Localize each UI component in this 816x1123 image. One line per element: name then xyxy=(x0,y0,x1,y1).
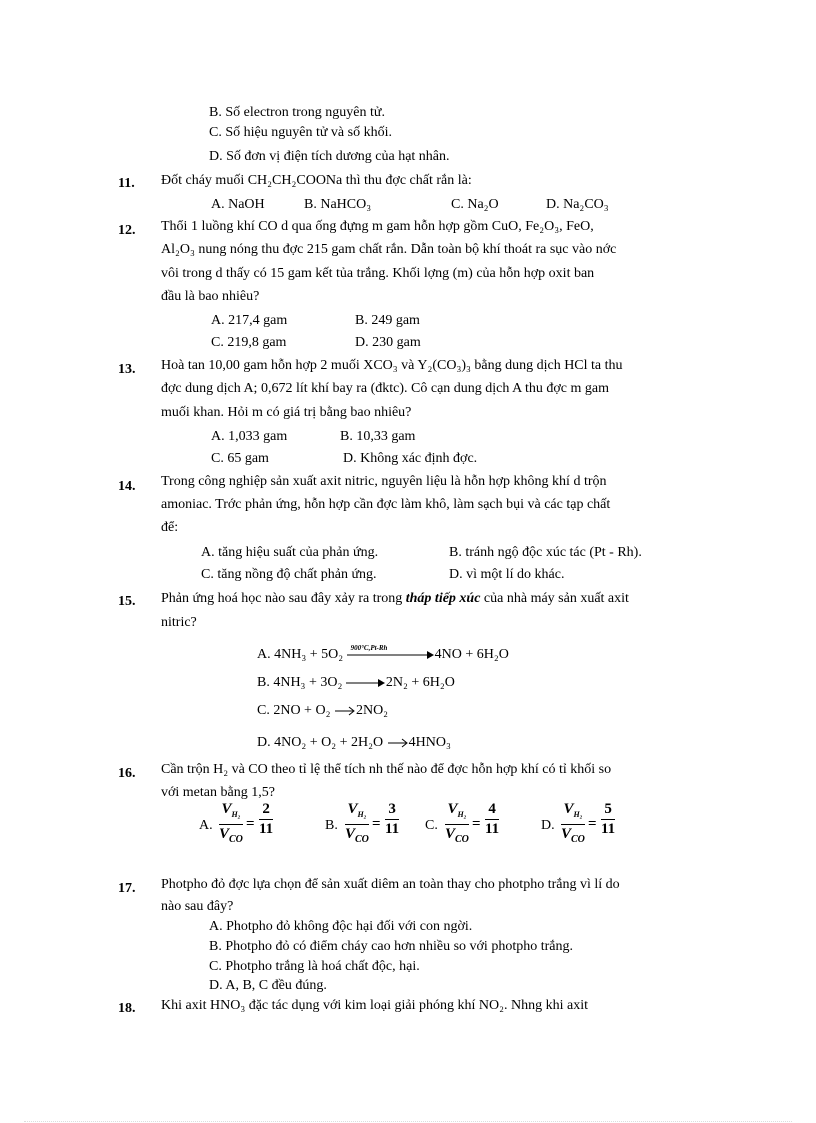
q16-option-label: D. xyxy=(541,818,555,833)
q16-line1: Cần trộn H₂ và CO theo tỉ lệ thể tích nh thế nào để đợc hỗn hợp khí có tỉ khối so xyxy=(161,762,612,777)
q16-value-numerator: 2 xyxy=(259,800,273,820)
q13-option-a: A. 1,033 gam xyxy=(211,429,288,444)
q16-value-denominator: 11 xyxy=(601,821,616,837)
q15-a-products: 4NO + 6H₂O xyxy=(434,647,509,662)
q12-option-a: A. 217,4 gam xyxy=(211,313,288,328)
q15-number: 15. xyxy=(118,594,136,609)
q16-ratio-numerator: $V_{H_2}$ xyxy=(219,800,243,825)
q16-value-denominator: 11 xyxy=(259,821,274,837)
q14-option-c: C. tăng nồng độ chất phản ứng. xyxy=(201,567,377,582)
q18-number: 18. xyxy=(118,1001,136,1016)
q14-option-d: D. vì một lí do khác. xyxy=(449,567,565,582)
q16-ratio-denominator: $V_{CO}$ xyxy=(445,826,469,845)
q12-line2: Al₂O₃ nung nóng thu đợc 215 gam chất rắn. Dẫn toàn bộ khí thoát ra sục vào nớc xyxy=(161,242,617,257)
q17-number: 17. xyxy=(118,881,136,896)
q14-line1: Trong công nghiệp sản xuất axit nitric, nguyên liệu là hỗn hợp không khí d trộn xyxy=(161,474,607,489)
q16-ratio-denominator: $V_{CO}$ xyxy=(561,826,585,845)
q14-option-b: B. tránh ngộ độc xúc tác (Pt - Rh). xyxy=(449,545,642,560)
q15-line1 xyxy=(161,590,629,608)
q12-option-b: B. 249 gam xyxy=(355,313,420,328)
q16-equals-sign: = xyxy=(588,816,597,832)
q16-value-denominator: 11 xyxy=(485,821,500,837)
q14-number: 14. xyxy=(118,479,136,494)
q13-option-c: C. 65 gam xyxy=(211,451,269,466)
q14-option-a: A. tăng hiệu suất của phản ứng. xyxy=(201,545,379,560)
q13-number: 13. xyxy=(118,362,136,377)
q10-option-d: D. Số đơn vị điện tích dương của hạt nhân. xyxy=(209,149,450,164)
right-arrow-icon xyxy=(387,737,409,749)
q16-option-label: B. xyxy=(325,818,338,833)
q16-ratio-denominator: $V_{CO}$ xyxy=(219,826,243,845)
q15-line1-end: của nhà máy sản xuất axit xyxy=(480,591,629,606)
q17-option-c: C. Photpho trắng là hoá chất độc, hại. xyxy=(209,959,420,974)
q16-value-numerator: 4 xyxy=(485,800,499,820)
q15-d-reactants: D. 4NO₂ + O₂ + 2H₂O xyxy=(257,735,384,750)
q16-value-numerator: 3 xyxy=(385,800,399,820)
q16-value-denominator: 11 xyxy=(385,821,400,837)
q15-a-arrow xyxy=(347,643,435,663)
q11-option-b: B. NaHCO₃ xyxy=(304,197,372,212)
q17-line1: Photpho đỏ đợc lựa chọn để sản xuất diêm an toàn thay cho photpho trắng vì lí do xyxy=(161,877,620,892)
q12-line1: Thổi 1 luồng khí CO d qua ống đựng m gam hỗn hợp gồm CuO, Fe₂O₃, FeO, xyxy=(161,219,594,234)
q16-number: 16. xyxy=(118,766,136,781)
q14-line3: để: xyxy=(161,520,179,535)
q15-a-reactants: A. 4NH₃ + 5O₂ xyxy=(257,647,344,662)
q16-ratio-value xyxy=(601,800,615,839)
q10-option-c: C. Số hiệu nguyên tử và số khối. xyxy=(209,125,392,140)
q11-option-c: C. Na₂O xyxy=(451,197,499,212)
q15-b-reactants: B. 4NH₃ + 3O₂ xyxy=(257,675,343,690)
q16-ratio-denominator: $V_{CO}$ xyxy=(345,826,369,845)
q16-ratio-numerator: $V_{H_2}$ xyxy=(345,800,369,825)
q16-equals-sign: = xyxy=(246,816,255,832)
q12-line3: vôi trong d thấy có 15 gam kết tủa trắng. Khối lợng (m) của hỗn hợp oxit ban xyxy=(161,266,595,281)
q12-line4: đầu là bao nhiêu? xyxy=(161,289,260,304)
q17-option-a: A. Photpho đỏ không độc hại đối với con ngời. xyxy=(209,919,473,934)
q16-volume-ratio xyxy=(219,800,243,849)
q15-line2: nitric? xyxy=(161,615,197,630)
right-arrow-icon xyxy=(347,647,435,663)
q11-option-d: D. Na₂CO₃ xyxy=(546,197,609,212)
q16-line2: với metan bằng 1,5? xyxy=(161,785,275,800)
q15-c-products: 2NO₂ xyxy=(355,703,389,718)
q16-equals-sign: = xyxy=(472,816,481,832)
q16-ratio-numerator: $V_{H_2}$ xyxy=(561,800,585,825)
right-arrow-icon xyxy=(334,705,356,717)
q14-line2: amoniac. Trớc phản ứng, hỗn hợp cần đợc làm khô, làm sạch bụi và các tạp chất xyxy=(161,497,611,512)
q13-line3: muối khan. Hỏi m có giá trị bằng bao nhiêu? xyxy=(161,405,412,420)
q13-line1: Hoà tan 10,00 gam hỗn hợp 2 muối XCO₃ và Y₂(CO₃)₃ bằng dung dịch HCl ta thu xyxy=(161,358,623,373)
q16-equals-sign: = xyxy=(372,816,381,832)
q15-option-a xyxy=(257,643,509,664)
q11-number: 11. xyxy=(118,176,135,191)
q13-line2: đợc dung dịch A; 0,672 lít khí bay ra (đktc). Cô cạn dung dịch A thu đợc m gam xyxy=(161,381,609,396)
q15-option-b xyxy=(257,674,455,692)
q15-emphasis: tháp tiếp xúc xyxy=(405,591,481,606)
q10-option-b: B. Số electron trong nguyên tử. xyxy=(209,105,385,120)
q12-option-c: C. 219,8 gam xyxy=(211,335,287,350)
q16-ratio-numerator: $V_{H_2}$ xyxy=(445,800,469,825)
q15-b-products: 2N₂ + 6H₂O xyxy=(385,675,455,690)
q13-option-d: D. Không xác định đợc. xyxy=(343,451,478,466)
q16-volume-ratio xyxy=(445,800,469,849)
q16-option-label: A. xyxy=(199,818,213,833)
q12-number: 12. xyxy=(118,223,136,238)
q16-ratio-value xyxy=(259,800,273,839)
q15-line1-start: Phản ứng hoá học nào sau đây xảy ra trong xyxy=(161,591,406,606)
q15-option-c xyxy=(257,702,388,720)
q15-c-reactants: C. 2NO + O₂ xyxy=(257,703,331,718)
q15-a-condition: 900°C,Pt-Rh xyxy=(350,643,388,652)
q16-ratio-value xyxy=(385,800,399,839)
q12-option-d: D. 230 gam xyxy=(355,335,421,350)
q16-volume-ratio xyxy=(345,800,369,849)
q16-ratio-value xyxy=(485,800,499,839)
q16-value-numerator: 5 xyxy=(601,800,615,820)
q18-line1: Khi axit HNO₃ đặc tác dụng với kim loại giải phóng khí NO₂. Nhng khi axit xyxy=(161,998,588,1013)
q15-option-d xyxy=(257,734,451,752)
q15-d-products: 4HNO₃ xyxy=(408,735,451,750)
q11-text: Đốt cháy muối CH₂CH₂COONa thì thu đợc chất rắn là: xyxy=(161,173,472,188)
q11-option-a: A. NaOH xyxy=(211,197,265,212)
q16-option-label: C. xyxy=(425,818,438,833)
q17-option-b: B. Photpho đỏ có điểm cháy cao hơn nhiều so với photpho trắng. xyxy=(209,939,573,954)
q17-option-d: D. A, B, C đều đúng. xyxy=(209,978,327,993)
q16-volume-ratio xyxy=(561,800,585,849)
q17-line2: nào sau đây? xyxy=(161,899,234,914)
page-bottom-border xyxy=(24,1121,792,1122)
right-arrow-icon xyxy=(346,677,386,689)
q13-option-b: B. 10,33 gam xyxy=(340,429,416,444)
